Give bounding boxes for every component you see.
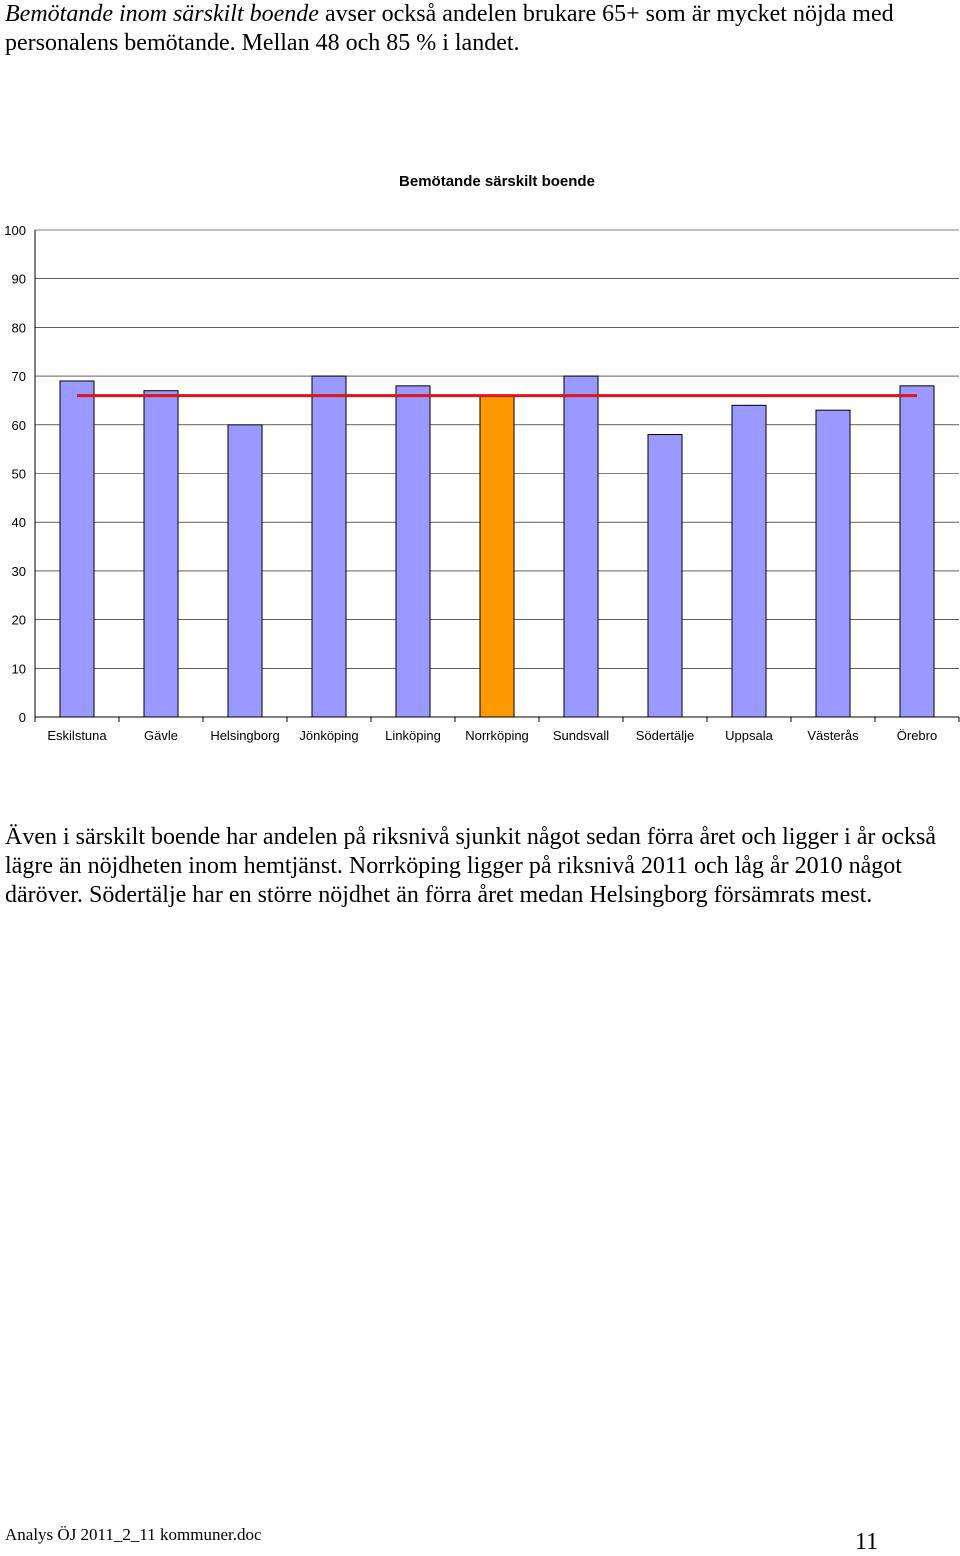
x-tick-label: Linköping bbox=[385, 728, 441, 743]
intro-paragraph bbox=[5, 0, 955, 58]
x-tick-label: Jönköping bbox=[299, 728, 359, 743]
x-tick-label: Gävle bbox=[144, 728, 178, 743]
bar-västerås bbox=[816, 410, 850, 717]
page-number: 11 bbox=[855, 1529, 879, 1555]
x-tick-label: Helsingborg bbox=[210, 728, 280, 743]
x-tick-label: Eskilstuna bbox=[47, 728, 107, 743]
y-tick-label: 10 bbox=[11, 661, 26, 677]
footer-filename: Analys ÖJ 2011_2_11 kommuner.doc bbox=[5, 1525, 262, 1544]
y-tick-label: 80 bbox=[11, 320, 26, 336]
bar-uppsala bbox=[732, 405, 766, 717]
x-tick-label: Södertälje bbox=[635, 728, 695, 743]
y-tick-label: 40 bbox=[11, 515, 26, 531]
x-tick-label: Örebro bbox=[896, 728, 938, 743]
y-tick-label: 20 bbox=[11, 612, 26, 628]
y-tick-label: 70 bbox=[11, 369, 26, 385]
bar-södertälje bbox=[648, 435, 682, 717]
x-tick-label: Uppsala bbox=[725, 728, 773, 743]
x-tick-label: Sundsvall bbox=[552, 728, 610, 743]
bar-jönköping bbox=[312, 376, 346, 717]
y-tick-label: 90 bbox=[11, 271, 26, 287]
intro-italic-lead: Bemötande inom särskilt boende bbox=[5, 1, 319, 27]
intro-rest: avser också andelen brukare 65+ som är mycket nöjda med personalens bemötande. Mellan 48 och 85 % i landet. bbox=[5, 1, 894, 56]
x-tick-label: Västerås bbox=[807, 728, 859, 743]
body-paragraph: Även i särskilt boende har andelen på riksnivå sjunkit något sedan förra året och ligger i år också lägre än nöjdheten inom hemtjänst. Norrköping ligger på riksnivå 2011 och låg år 2010 något däröver. Södertälje har en större nöjdhet än förra året medan Helsingborg försämrats mest. bbox=[5, 824, 937, 908]
y-tick-label: 60 bbox=[11, 417, 26, 433]
bar-eskilstuna bbox=[60, 381, 94, 717]
bar-örebro bbox=[900, 386, 934, 717]
bar-chart bbox=[0, 150, 960, 760]
bar-gävle bbox=[144, 391, 178, 717]
x-tick-label: Norrköping bbox=[465, 728, 529, 743]
bar-linköping bbox=[396, 386, 430, 717]
y-tick-label: 30 bbox=[11, 563, 26, 579]
bar-helsingborg bbox=[228, 425, 262, 717]
y-tick-label: 0 bbox=[18, 710, 26, 725]
y-tick-label: 50 bbox=[11, 466, 26, 482]
chart-title: Bemötande särskilt boende bbox=[399, 173, 595, 190]
y-tick-label: 100 bbox=[4, 223, 26, 238]
bar-sundsvall bbox=[564, 376, 598, 717]
bar-norrköping bbox=[480, 396, 514, 717]
